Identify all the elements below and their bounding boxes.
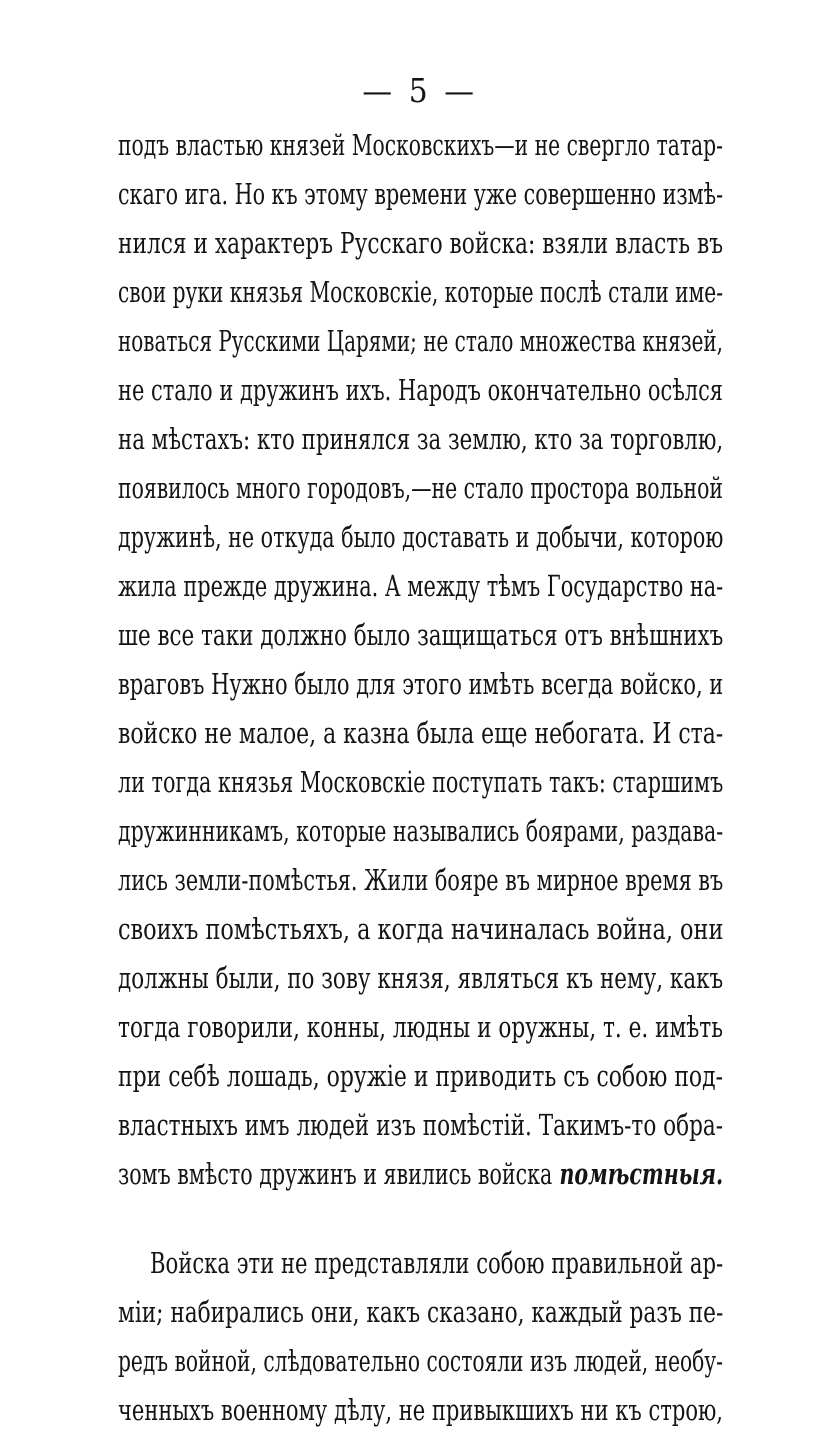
text-line: зомъ вмѣсто дружинъ и явились войска помѣстныя.: [118, 1157, 724, 1191]
text-line: свои руки князья Московскіе, которые послѣ стали име-: [118, 275, 723, 309]
text-line: ше все таки должно было защищаться отъ внѣшнихъ: [118, 618, 724, 652]
text-line: тогда говорили, конны, людны и оружны, т. е. имѣть: [118, 1010, 723, 1044]
text-line: скаго ига. Но къ этому времени уже совершенно измѣ-: [118, 177, 724, 211]
text-line: при себѣ лошадь, оружіе и приводить съ собою под-: [118, 1059, 723, 1093]
text-line: новаться Русскими Царями; не стало множества князей,: [118, 324, 723, 358]
text-line: ченныхъ военному дѣлу, не привыкшихъ ни къ строю,: [118, 1393, 723, 1427]
text-line: властныхъ имъ людей изъ помѣстій. Такимъ-то обра-: [118, 1108, 723, 1142]
text-line: дружинѣ, не откуда было доставать и добычи, которою: [118, 520, 724, 554]
text-line: войско не малое, а казна была еще небогата. И ста-: [118, 716, 724, 750]
text-line: должны были, по зову князя, являться къ нему, какъ: [118, 961, 724, 995]
text-line: міи; набирались они, какъ сказано, каждый разъ пе-: [118, 1295, 724, 1329]
text-line: лись земли-помѣстья. Жили бояре въ мирное время въ: [118, 863, 724, 897]
body-text: [118, 0, 724, 1427]
text-line: ли тогда князья Московскіе поступать такъ: старшимъ: [118, 765, 724, 799]
text-line: дружинникамъ, которые назывались боярами, раздава-: [118, 814, 724, 848]
text-line: редъ войной, слѣдовательно состояли изъ людей, необу-: [118, 1344, 723, 1378]
text-line: появилось много городовъ,—не стало простора вольной: [118, 471, 723, 505]
text-line: нился и характеръ Русскаго войска: взяли власть въ: [118, 226, 724, 260]
text-line: своихъ помѣстьяхъ, а когда начиналась война, они: [118, 912, 724, 946]
page-number: — 5 —: [362, 71, 478, 110]
text-line: подъ властью князей Московскихъ—и не свергло татар-: [118, 128, 723, 162]
emphasized-term: помѣстныя.: [552, 1157, 724, 1191]
text-line: на мѣстахъ: кто принялся за землю, кто за торговлю,: [118, 422, 724, 456]
text-line: враговъ Нужно было для этого имѣть всегда войско, и: [118, 667, 724, 701]
text-line: Войска эти не представляли собою правильной ар-: [150, 1246, 724, 1280]
text-line: жила прежде дружина. А между тѣмъ Государство на-: [118, 569, 724, 603]
text-line: не стало и дружинъ ихъ. Народъ окончательно осѣлся: [118, 373, 723, 407]
